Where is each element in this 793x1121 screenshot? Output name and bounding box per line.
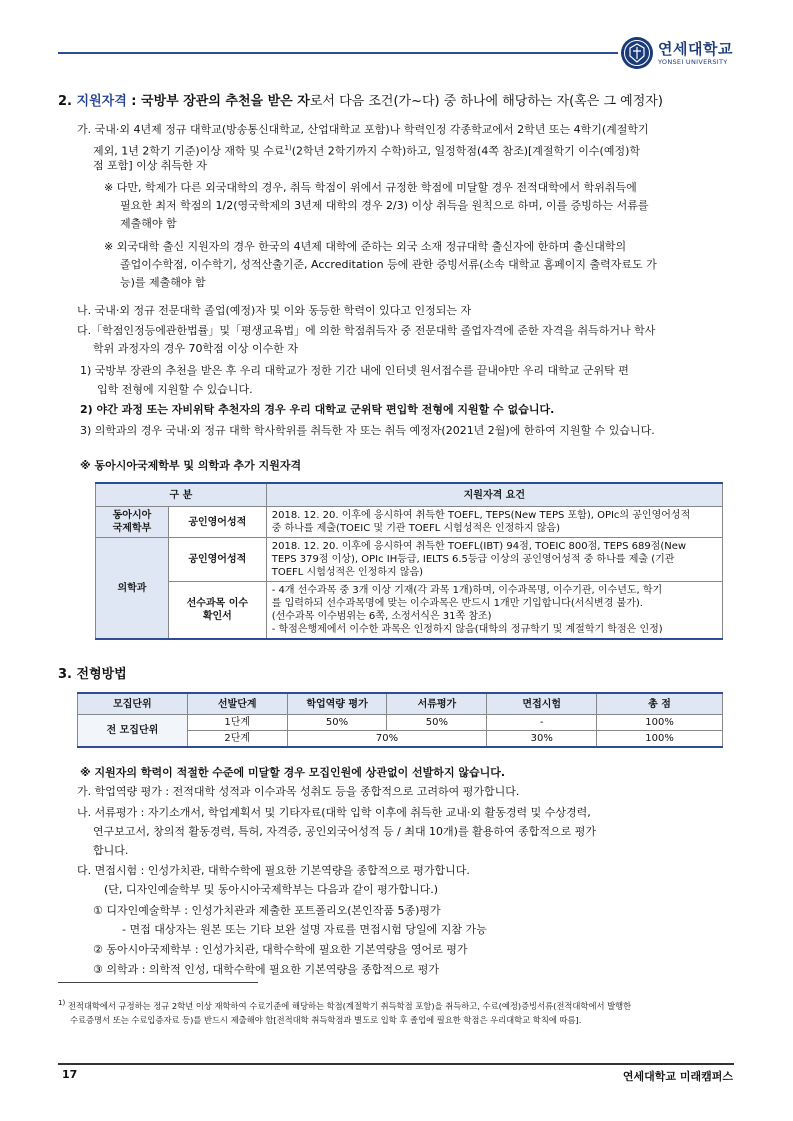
cell-stage1-total: 100% xyxy=(597,715,723,731)
extra-row1-requirement: 2018. 12. 20. 이후에 응시하여 취득한 TOEFL, TEPS(New TEPS 포함), OPIc의 공인영어성적 중 하나를 제출(TOEIC 및 기관 TOEFL 시험성적은 인정하지 않음) xyxy=(266,507,722,538)
yonsei-emblem-icon xyxy=(620,36,654,70)
section3-c1-sub: - 면접 대상자는 원본 또는 기타 보완 설명 자료를 면접시험 당일에 지참 가능 xyxy=(122,923,487,936)
section2-na: 나. 국내·외 정규 전문대학 졸업(예정)자 및 이와 동등한 학력이 있다고 인정되는 자 xyxy=(77,304,472,317)
extra-row2-category: 의학과 xyxy=(96,538,169,640)
extra-col-category: 구 분 xyxy=(96,483,267,507)
page-number: 17 xyxy=(62,1068,78,1081)
section2-point3: 3) 의학과의 경우 국내·외 정규 대학 학사학위를 취득한 자 또는 취득 예정자(2021년 2월)에 한하여 지원할 수 있습니다. xyxy=(80,424,655,437)
footer-rule xyxy=(58,1063,734,1065)
extra-row2-sub: 공인영어성적 xyxy=(168,538,266,582)
university-logo xyxy=(620,36,740,72)
extra-qualification-table xyxy=(95,482,723,640)
th-interview: 면접시험 xyxy=(487,693,597,715)
th-stage: 선발단계 xyxy=(187,693,287,715)
cell-stage1: 1단계 xyxy=(187,715,287,731)
section3-c1: ① 디자인예술학부 : 인성가치관과 제출한 포트폴리오(본인작품 5종)평가 xyxy=(93,904,441,917)
section2-note1-line2: 필요한 최저 학점의 1/2(영국학제의 3년제 대학의 경우 2/3) 이상 취득을 원칙으로 하며, 이를 증빙하는 서류를 xyxy=(120,199,649,212)
cell-stage2-interview: 30% xyxy=(487,731,597,748)
extra-title: ※ 동아시아국제학부 및 의학과 추가 지원자격 xyxy=(80,459,302,472)
footnote-line2: 수료증명서 또는 수료입증자료 등)를 반드시 제출해야 함[전적대학 취득학점과 별도로 입학 후 졸업에 필요한 학점은 우리대학교 학칙에 따름]. xyxy=(70,1015,582,1025)
extra-col-requirement: 지원자격 요건 xyxy=(266,483,722,507)
extra-row3-requirement: - 4개 선수과목 중 3개 이상 기재(각 과목 1개)하며, 이수과목명, 이수기관, 이수년도, 학기 를 입력하되 선수과목명에 맞는 이수과목은 반드시 1개만 기입합니다(서식변경 불가). (선수과목 이수범위는 6쪽, 소정서식은 31쪽 참조) - 학점은행제에서 이수한 과목은 인정하지 않음(대학의 정규학기 및 계절학기 학점은 인정) xyxy=(266,582,722,640)
section2-note1-line3: 제출해야 함 xyxy=(120,217,177,230)
extra-row1-sub: 공인영어성적 xyxy=(168,507,266,538)
th-unit: 모집단위 xyxy=(78,693,188,715)
cell-stage1-docs: 50% xyxy=(387,715,487,731)
extra-row3-sub: 선수과목 이수 확인서 xyxy=(168,582,266,640)
header-rule xyxy=(58,52,618,54)
footer-campus: 연세대학교 미래캠퍼스 xyxy=(622,1070,733,1083)
section2-point1-line1: 1) 국방부 장관의 추천을 받은 후 우리 대학교가 정한 기간 내에 인터넷 원서접수를 끝내야만 우리 대학교 군위탁 편 xyxy=(80,364,629,377)
section2-point1-line2: 입학 전형에 지원할 수 있습니다. xyxy=(97,383,253,396)
cell-stage2-total: 100% xyxy=(597,731,723,748)
section3-c3: ③ 의학과 : 의학적 인성, 대학수학에 필요한 기본역량을 종합적으로 평가 xyxy=(93,963,440,976)
section3-title: 3. 전형방법 xyxy=(58,667,127,682)
section2-note2-line3: 능)를 제출해야 함 xyxy=(120,276,206,289)
section3-note: ※ 지원자의 학력이 적절한 수준에 미달할 경우 모집인원에 상관없이 선발하지 않습니다. xyxy=(80,766,506,779)
section3-ga: 가. 학업역량 평가 : 전적대학 성적과 이수과목 성취도 등을 종합적으로 고려하여 평가합니다. xyxy=(77,785,520,798)
th-academic: 학업역량 평가 xyxy=(287,693,387,715)
cell-stage1-interview: - xyxy=(487,715,597,731)
section2-point2: 2) 야간 과정 또는 자비위탁 추천자의 경우 우리 대학교 군위탁 편입학 전형에 지원할 수 없습니다. xyxy=(80,403,555,416)
section3-da-line1: 다. 면접시험 : 인성가치관, 대학수학에 필요한 기본역량을 종합적으로 평가합니다. xyxy=(77,864,470,877)
section3-na-line2: 연구보고서, 창의적 활동경력, 특허, 자격증, 공인외국어성적 등 / 최대 10개)를 활용하여 종합적으로 평가 xyxy=(93,825,596,838)
section3-c2: ② 동아시아국제학부 : 인성가치관, 대학수학에 필요한 기본역량을 영어로 평가 xyxy=(93,943,468,956)
cell-stage2-combined: 70% xyxy=(287,731,487,748)
footnote-line1: $^{1)}$ 전적대학에서 규정하는 정규 2학년 이상 재학하여 수료기준에 해당하는 학점(계절학기 취득학점 포함)을 취득하고, 수료(예정)증빙서류(전적대학에서 발행한 xyxy=(58,999,632,1011)
section2-title: 2. 지원자격 : 국방부 장관의 추천을 받은 자로서 다음 조건(가~다) 중 하나에 해당하는 자(혹은 그 예정자) xyxy=(58,94,663,109)
extra-row2-requirement: 2018. 12. 20. 이후에 응시하여 취득한 TOEFL(IBT) 94점, TOEIC 800점, TEPS 689점(New TEPS 379점 이상), OPIc IH등급, IELTS 6.5등급 이상의 공인영어성적 중 하나를 제출 (기관 TOEFL 시험성적은 인정하지 않음) xyxy=(266,538,722,582)
section3-na-line3: 합니다. xyxy=(93,844,129,857)
section2-ga-line1: 가. 국내·외 4년제 정규 대학교(방송통신대학교, 산업대학교 포함)나 학력인정 각종학교에서 2학년 또는 4학기(계절학기 xyxy=(77,123,649,136)
section2-note1-line1: ※ 다만, 학제가 다른 외국대학의 경우, 취득 학점이 위에서 규정한 학점에 미달할 경우 전적대학에서 학위취득에 xyxy=(104,181,637,194)
section2-note2-line1: ※ 외국대학 출신 지원자의 경우 한국의 4년제 대학에 준하는 외국 소재 정규대학 출신자에 한하며 출신대학의 xyxy=(104,240,627,253)
footnote-rule xyxy=(58,982,258,983)
th-docs: 서류평가 xyxy=(387,693,487,715)
cell-stage2: 2단계 xyxy=(187,731,287,748)
cell-unit: 전 모집단위 xyxy=(78,715,188,748)
cell-stage1-academic: 50% xyxy=(287,715,387,731)
section3-da-line2: (단, 디자인예술학부 및 동아시아국제학부는 다음과 같이 평가합니다.) xyxy=(104,883,439,896)
section2-ga-line3: 점 포함] 이상 취득한 자 xyxy=(93,159,207,172)
university-name: 연세대학교 xyxy=(658,40,733,58)
selection-method-table xyxy=(77,692,723,748)
section2-ga-line2: 제외, 1년 2학기 기준)이상 재학 및 수료$^{1)}$(2학년 2학기까지 수학)하고, 일정학점(4쪽 참조)[계절학기 이수(예정)학 xyxy=(93,144,641,158)
th-total: 총 점 xyxy=(597,693,723,715)
extra-row1-category: 동아시아 국제학부 xyxy=(96,507,169,538)
university-name-en: YONSEI UNIVERSITY xyxy=(658,58,728,66)
section2-da-line1: 다.「학점인정등에관한법률」및「평생교육법」에 의한 학점취득자 중 전문대학 졸업자격에 준한 자격을 취득하거나 학사 xyxy=(77,324,656,337)
section2-da-line2: 학위 과정자의 경우 70학점 이상 이수한 자 xyxy=(93,342,298,355)
section2-note2-line2: 졸업이수학점, 이수학기, 성적산출기준, Accreditation 등에 관한 증빙서류(소속 대학교 홈페이지 출력자료도 가 xyxy=(120,258,657,271)
section3-na-line1: 나. 서류평가 : 자기소개서, 학업계획서 및 기타자료(대학 입학 이후에 취득한 교내·외 활동경력 및 수상경력, xyxy=(77,806,591,819)
